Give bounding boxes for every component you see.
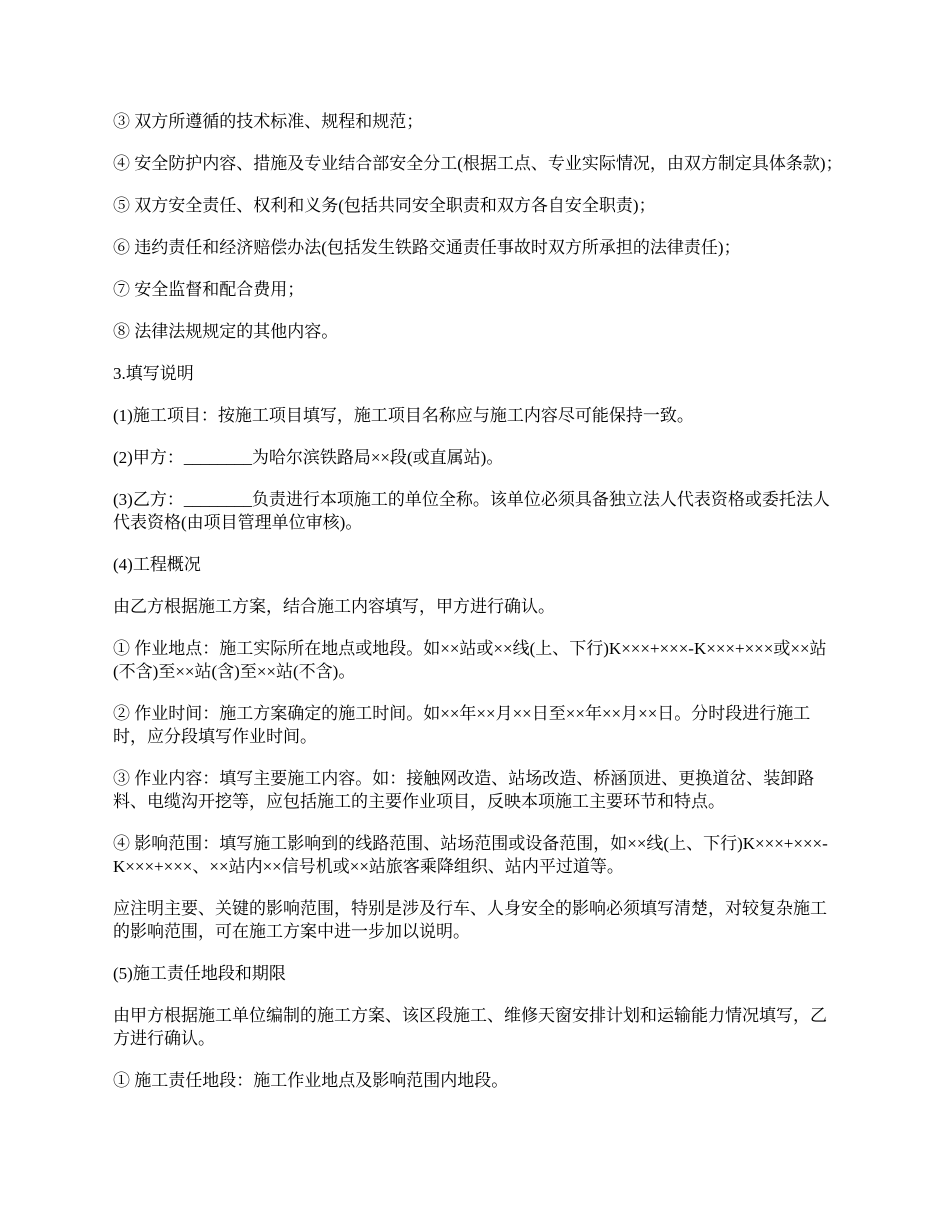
instruction-project: (1)施工项目：按施工项目填写，施工项目名称应与施工内容尽可能保持一致。: [113, 406, 694, 425]
responsibility-description: 由甲方根据施工单位编制的施工方案、该区段施工、维修天窗安排计划和运输能力情况填写，乙方进行确认。: [113, 1006, 827, 1048]
overview-description: 由乙方根据施工方案，结合施工内容填写，甲方进行确认。: [113, 597, 555, 616]
overview-work-content: ③ 作业内容：填写主要施工内容。如：接触网改造、站场改造、桥涵顶进、更换道岔、装卸路料、电缆沟开挖等，应包括施工的主要作业项目，反映本项施工主要环节和特点。: [113, 769, 815, 811]
subheading-responsibility-section: (5)施工责任地段和期限: [113, 964, 286, 983]
paragraph-item-3: ③ 双方所遵循的技术标准、规程和规范；: [113, 112, 424, 131]
responsibility-section-item-1: ① 施工责任地段：施工作业地点及影响范围内地段。: [113, 1071, 509, 1090]
overview-work-location: ① 作业地点：施工实际所在地点或地段。如××站或××线(上、下行)K×××+×××-K×××+×××或××站(不含)至××站(含)至××站(不含)。: [113, 639, 827, 681]
paragraph-item-8: ⑧ 法律法规规定的其他内容。: [113, 322, 339, 341]
paragraph-item-7: ⑦ 安全监督和配合费用；: [113, 280, 305, 299]
overview-impact-scope: ④ 影响范围：填写施工影响到的线路范围、站场范围或设备范围，如××线(上、下行)K×××+×××-K×××+×××、××站内××信号机或××站旅客乘降组织、站内平过道等。: [113, 834, 828, 876]
section-heading-fill-instructions: 3.填写说明: [113, 364, 194, 383]
paragraph-item-5: ⑤ 双方安全责任、权利和义务(包括共同安全职责和双方各自安全职责)；: [113, 196, 656, 215]
overview-impact-note: 应注明主要、关键的影响范围，特别是涉及行车、人身安全的影响必须填写清楚，对较复杂施工的影响范围，可在施工方案中进一步加以说明。: [113, 899, 827, 941]
paragraph-item-4: ④ 安全防护内容、措施及专业结合部安全分工(根据工点、专业实际情况，由双方制定具体条款)；: [113, 154, 843, 173]
paragraph-item-6: ⑥ 违约责任和经济赔偿办法(包括发生铁路交通责任事故时双方所承担的法律责任)；: [113, 238, 741, 257]
overview-work-time: ② 作业时间：施工方案确定的施工时间。如××年××月××日至××年××月××日。分时段进行施工时，应分段填写作业时间。: [113, 704, 811, 746]
document-body: [113, 110, 843, 1111]
instruction-party-a: (2)甲方：________为哈尔滨铁路局××段(或直属站)。: [113, 448, 504, 467]
subheading-project-overview: (4)工程概况: [113, 555, 201, 574]
instruction-party-b: (3)乙方：________负责进行本项施工的单位全称。该单位必须具备独立法人代表资格或委托法人代表资格(由项目管理单位审核)。: [113, 490, 830, 532]
